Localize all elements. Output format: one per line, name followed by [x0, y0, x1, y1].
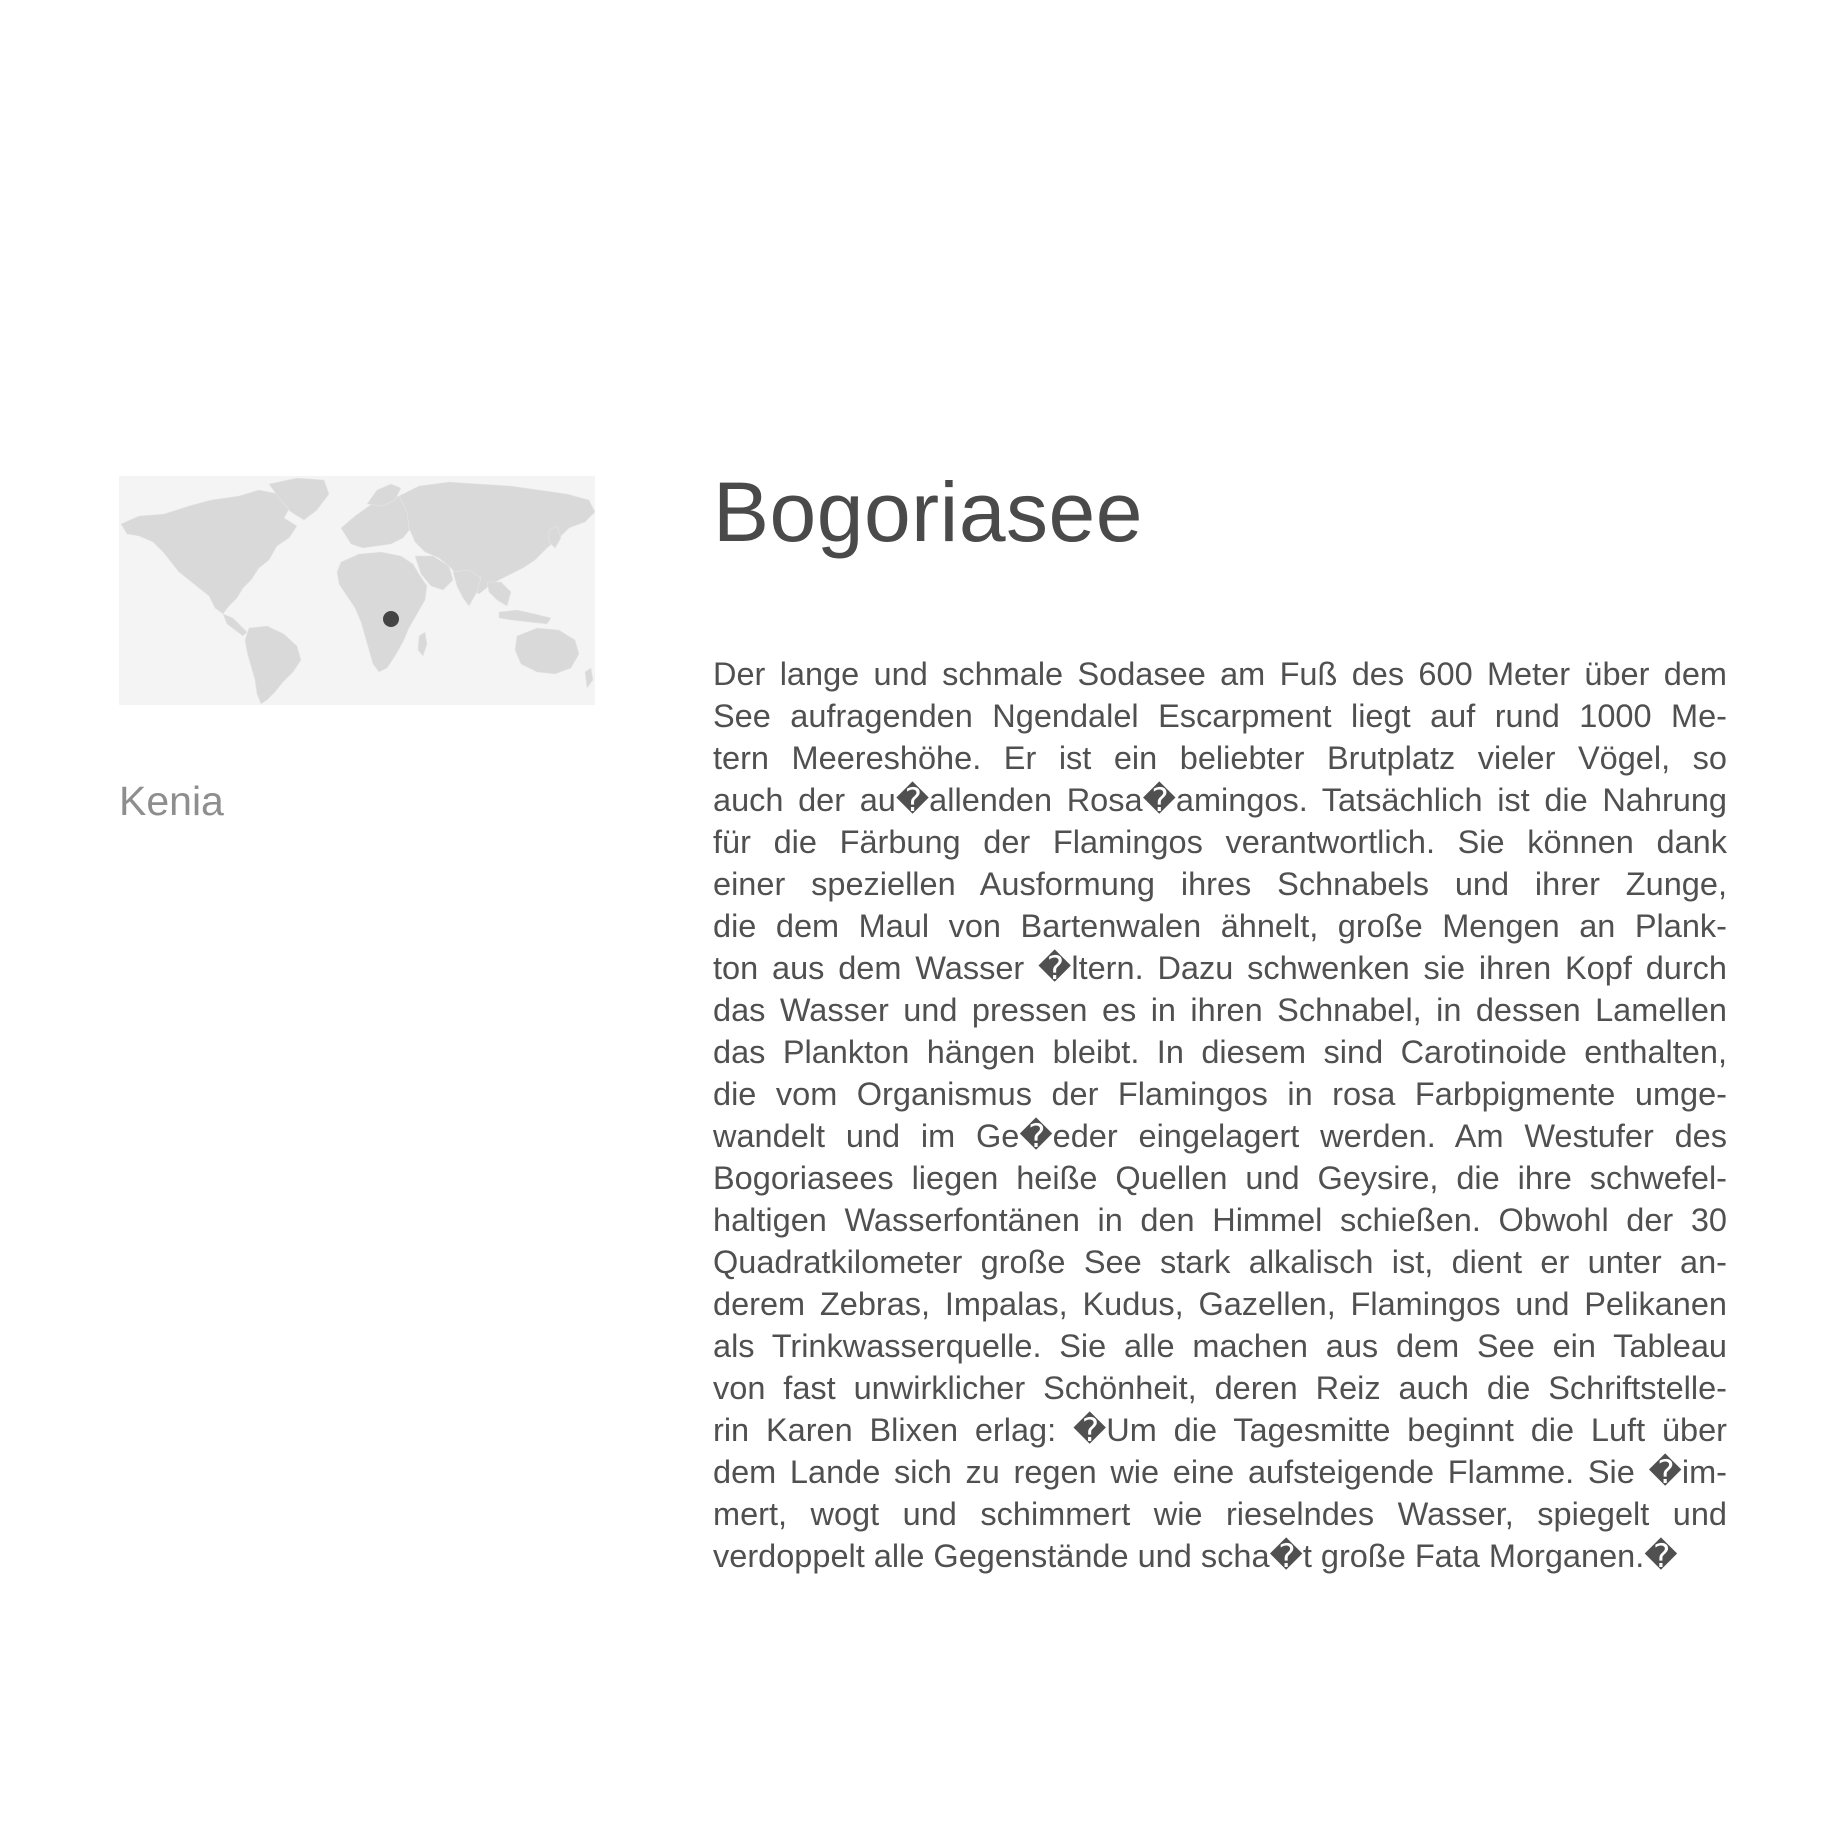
south-america-shape — [245, 626, 301, 704]
australia-shape — [515, 628, 579, 674]
body-line: Bogoriasees liegen heiße Quellen und Geysire, die ihre schwefel- — [713, 1160, 1727, 1196]
central-america-shape — [223, 614, 247, 636]
body-line: wandelt und im Ge�eder eingelagert werden. Am Westufer des — [713, 1118, 1727, 1154]
new-zealand-shape — [585, 668, 593, 688]
body-line: auch der au�allenden Rosa�amingos. Tatsächlich ist die Nahrung — [713, 782, 1727, 818]
body-line: einer speziellen Ausformung ihres Schnabels und ihrer Zunge, — [713, 866, 1727, 902]
location-dot-icon — [383, 611, 399, 627]
body-line: tern Meereshöhe. Er ist ein beliebter Brutplatz vieler Vögel, so — [713, 740, 1727, 776]
body-line: das Wasser und pressen es in ihren Schnabel, in dessen Lamellen — [713, 992, 1727, 1028]
body-line: dem Lande sich zu regen wie eine aufsteigende Flamme. Sie �im- — [713, 1454, 1727, 1490]
body-line: mert, wogt und schimmert wie rieselndes Wasser, spiegelt und — [713, 1496, 1727, 1532]
southeast-asia-shape — [487, 582, 511, 606]
indonesia-shape — [499, 610, 551, 624]
body-line: von fast unwirklicher Schönheit, deren Reiz auch die Schriftstelle- — [713, 1370, 1727, 1406]
madagascar-shape — [418, 632, 427, 656]
africa-shape — [337, 552, 427, 672]
body-line: Quadratkilometer große See stark alkalisch ist, dient er unter an- — [713, 1244, 1727, 1280]
body-line: als Trinkwasserquelle. Sie alle machen aus dem See ein Tableau — [713, 1328, 1727, 1364]
body-line: derem Zebras, Impalas, Kudus, Gazellen, Flamingos und Pelikanen — [713, 1286, 1727, 1322]
page-title: Bogoriasee — [713, 465, 1143, 559]
article-body — [713, 653, 1727, 1577]
body-line: für die Färbung der Flamingos verantwortlich. Sie können dank — [713, 824, 1727, 860]
body-line: verdoppelt alle Gegenstände und scha�t große Fata Morganen.� — [713, 1538, 1678, 1574]
body-line: die dem Maul von Bartenwalen ähnelt, große Mengen an Plank- — [713, 908, 1727, 944]
body-line: rin Karen Blixen erlag: �Um die Tagesmitte beginnt die Luft über — [713, 1412, 1727, 1448]
body-line: See aufragenden Ngendalel Escarpment liegt auf rund 1000 Me- — [713, 698, 1727, 734]
body-line: haltigen Wasserfontänen in den Himmel schießen. Obwohl der 30 — [713, 1202, 1727, 1238]
body-line: Der lange und schmale Sodasee am Fuß des 600 Meter über dem — [713, 656, 1727, 692]
body-line: ton aus dem Wasser �ltern. Dazu schwenken sie ihren Kopf durch — [713, 950, 1727, 986]
body-line: das Plankton hängen bleibt. In diesem sind Carotinoide enthalten, — [713, 1034, 1727, 1070]
country-label: Kenia — [119, 778, 224, 824]
india-shape — [453, 570, 481, 606]
north-america-shape — [121, 490, 297, 614]
world-map-icon — [119, 476, 595, 705]
body-line: die vom Organismus der Flamingos in rosa Farbpigmente umge- — [713, 1076, 1727, 1112]
